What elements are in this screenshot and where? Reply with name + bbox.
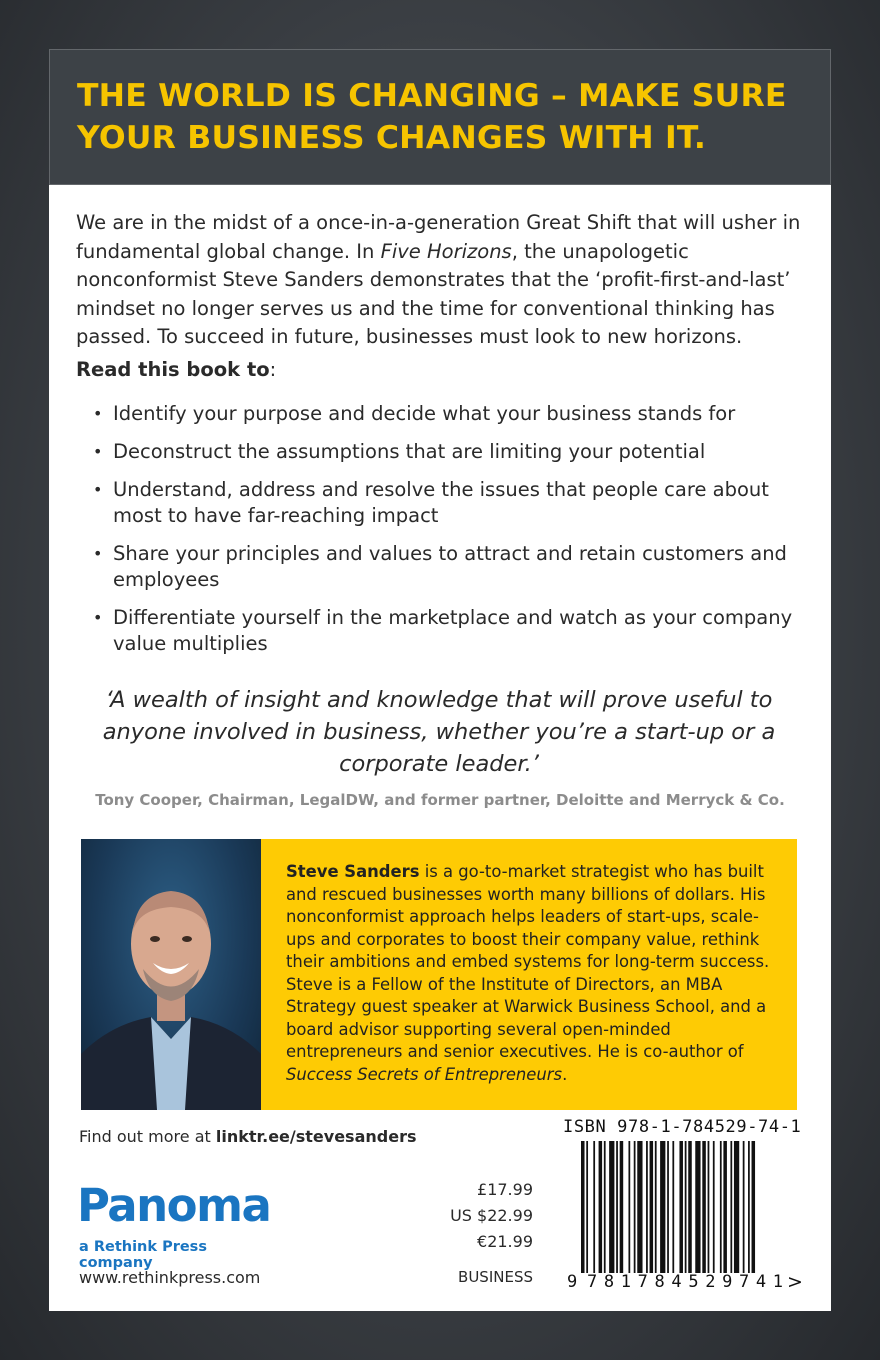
coauthored-title: Success Secrets of Entrepreneurs xyxy=(286,1064,563,1084)
barcode-number: 781784529741 xyxy=(587,1272,783,1292)
barcode-bar xyxy=(655,1141,657,1273)
barcode-bar xyxy=(685,1141,687,1273)
barcode-bar xyxy=(672,1141,674,1273)
bullet-icon: • xyxy=(93,544,103,563)
author-photo xyxy=(81,839,261,1110)
barcode-bar xyxy=(713,1141,715,1273)
author-link[interactable]: linktr.ee/stevesanders xyxy=(215,1127,417,1146)
list-item xyxy=(91,477,811,529)
barcode-bar xyxy=(743,1141,745,1273)
barcode-bar xyxy=(723,1141,727,1273)
barcode-bar xyxy=(688,1141,692,1273)
barcode-bar xyxy=(667,1141,669,1273)
barcode-bar xyxy=(593,1141,595,1273)
find-more-prefix: Find out more at xyxy=(79,1127,216,1146)
author-bio xyxy=(286,861,786,1086)
barcode-bar xyxy=(748,1141,750,1273)
price-eur: €21.99 xyxy=(477,1232,533,1251)
author-portrait-icon xyxy=(81,839,261,1110)
list-item-text: Identify your purpose and decide what your business stands for xyxy=(113,402,736,425)
barcode-bar xyxy=(752,1141,756,1273)
read-this-book-heading xyxy=(76,358,276,381)
barcode-bar xyxy=(720,1141,722,1273)
list-item-text: Understand, address and resolve the issues that people care about most to have far-reaching impact xyxy=(113,478,769,527)
list-item-text: Differentiate yourself in the marketplace and watch as your company value multiplies xyxy=(113,606,793,655)
barcode-bar xyxy=(734,1141,739,1273)
publisher-logo[interactable] xyxy=(77,1175,277,1271)
publisher-tagline: a Rethink Press company xyxy=(79,1239,207,1271)
testimonial-attribution: Tony Cooper, Chairman, LegalDW, and former partner, Deloitte and Merryck & Co. xyxy=(95,791,785,809)
find-out-more xyxy=(79,1127,416,1146)
barcode-icon xyxy=(581,1141,799,1273)
list-item-text: Share your principles and values to attract and retain customers and employees xyxy=(113,542,787,591)
barcode-bar xyxy=(581,1141,585,1273)
intro-text-1: We are in the midst of a once-in-a-generation Great Shift that will usher in fundamental global change. In xyxy=(76,211,801,263)
barcode-bar xyxy=(604,1141,606,1273)
barcode-bar xyxy=(708,1141,710,1273)
bullet-icon: • xyxy=(93,404,103,423)
barcode-arrow-icon: > xyxy=(787,1271,803,1292)
barcode-bar xyxy=(628,1141,630,1273)
list-item xyxy=(91,605,811,657)
price-usd: US $22.99 xyxy=(450,1206,533,1225)
publisher-logo-wordmark: Panoma xyxy=(77,1179,271,1232)
barcode-bar xyxy=(679,1141,683,1273)
isbn-text: ISBN 978-1-784529-74-1 xyxy=(563,1117,802,1137)
barcode-digits xyxy=(565,1268,805,1292)
list-item xyxy=(91,541,811,593)
barcode-bar xyxy=(634,1141,636,1273)
testimonial-quote: ‘A wealth of insight and knowledge that will prove useful to anyone involved in business, whether you’re a start-up or a corporate leader.’ xyxy=(102,687,776,777)
read-lead: Read this book to xyxy=(76,358,270,381)
barcode-bar xyxy=(637,1141,642,1273)
bullet-icon: • xyxy=(93,442,103,461)
author-bio-text: is a go-to-market strategist who has built and rescued businesses worth many billions of dollars. His nonconformist approach helps leaders of start-ups, scale-ups and corporates to boost their company value, rethink their ambitions and embed systems for long-term success. Steve is a Fellow of the Institute of Directors, an MBA Strategy guest speaker at Warwick Business School, and a board advisor supporting several open-minded entrepreneurs and senior executives. He is co-author of xyxy=(286,862,770,1061)
intro-paragraph xyxy=(76,209,816,352)
barcode-first-digit: 9 xyxy=(567,1272,578,1292)
author-bio-panel xyxy=(81,839,797,1110)
barcode-bar xyxy=(646,1141,648,1273)
barcode-bar xyxy=(730,1141,732,1273)
book-back-cover xyxy=(49,49,831,1311)
intro-text-2: , the unapologetic nonconformist Steve Sanders demonstrates that the ‘profit-first-and-last’ mindset no longer serves us and the time for conventional thinking has passed. To succeed in future, businesses must look to new horizons. xyxy=(76,239,791,348)
barcode-bar xyxy=(609,1141,614,1273)
price-list xyxy=(409,1177,533,1255)
barcode-bar xyxy=(586,1141,588,1273)
bullet-icon: • xyxy=(93,480,103,499)
barcode-bar xyxy=(620,1141,624,1273)
barcode-bar xyxy=(616,1141,618,1273)
headline-banner xyxy=(49,49,831,185)
barcode-bar xyxy=(599,1141,603,1273)
book-category: BUSINESS xyxy=(458,1268,533,1286)
headline: THE WORLD IS CHANGING – MAKE SURE YOUR BUSINESS CHANGES WITH IT. xyxy=(77,78,787,156)
barcode-bar xyxy=(695,1141,700,1273)
barcode-bar xyxy=(650,1141,654,1273)
price-gbp: £17.99 xyxy=(477,1180,533,1199)
benefit-list xyxy=(91,401,811,669)
book-title: Five Horizons xyxy=(380,239,512,263)
author-name: Steve Sanders xyxy=(286,862,420,881)
list-item xyxy=(91,439,811,465)
read-colon: : xyxy=(269,358,277,381)
list-item xyxy=(91,401,811,427)
list-item-text: Deconstruct the assumptions that are limiting your potential xyxy=(113,440,706,463)
barcode-bar xyxy=(660,1141,665,1273)
barcode-bar xyxy=(702,1141,706,1273)
author-bio-end: . xyxy=(562,1064,568,1084)
bullet-icon: • xyxy=(93,608,103,627)
publisher-website[interactable]: www.rethinkpress.com xyxy=(79,1268,261,1287)
